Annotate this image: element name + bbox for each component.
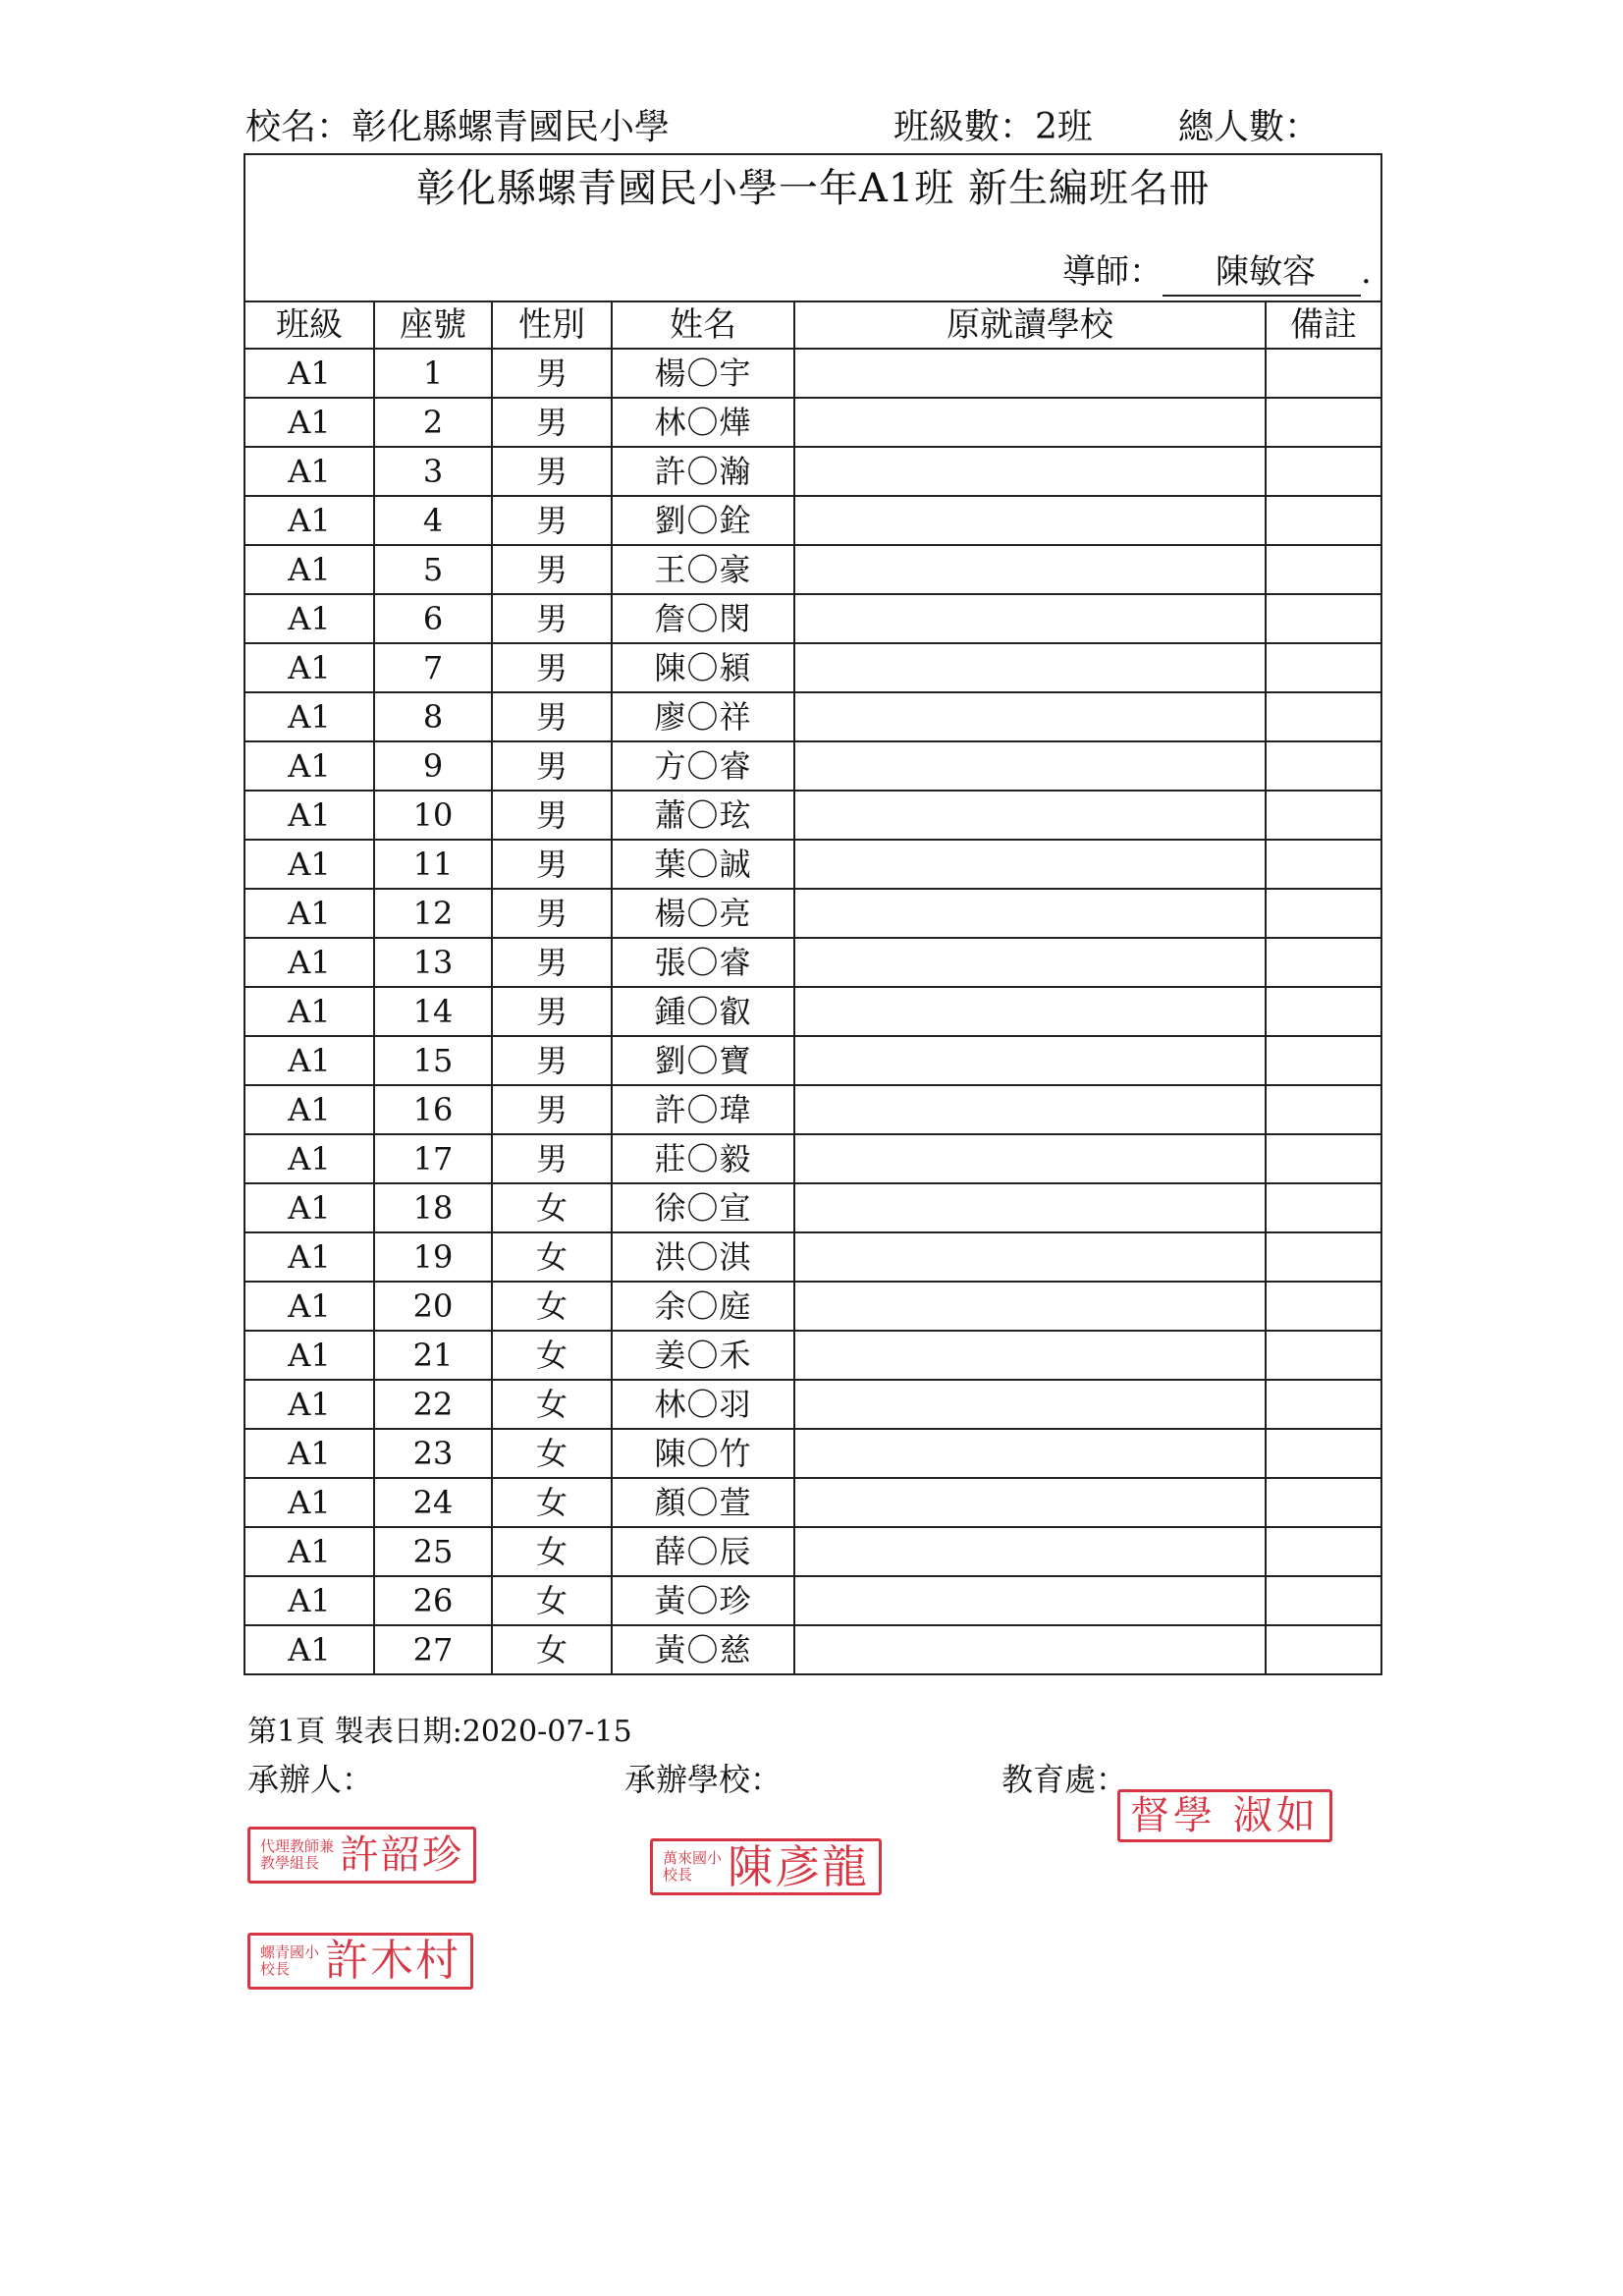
table-row [245,741,1380,791]
handler-label: 承辦人： [247,1761,374,1798]
cell-class: A1 [245,1429,374,1478]
col-header-class: 班級 [245,302,374,349]
cell-gender: 女 [492,1232,612,1282]
cell-class: A1 [245,349,374,398]
table-row [245,840,1380,889]
table-row [245,545,1380,594]
cell-previous-school [794,1478,1266,1527]
cell-previous-school [794,1527,1266,1576]
cell-class: A1 [245,1134,374,1183]
cell-name: 陳〇潁 [612,643,794,692]
table-row [245,987,1380,1036]
page-and-date: 第1頁 製表日期:2020-07-15 [247,1715,632,1749]
school-name: 校名：彰化縣螺青國民小學 [245,107,671,147]
cell-remarks [1266,496,1380,545]
cell-class: A1 [245,1331,374,1380]
handler-seal-title-1: 代理教師兼 [260,1837,335,1855]
cell-remarks [1266,1183,1380,1232]
cell-remarks [1266,349,1380,398]
cell-class: A1 [245,938,374,987]
cell-name: 張〇睿 [612,938,794,987]
table-row [245,1232,1380,1282]
cell-seat: 16 [374,1085,492,1134]
cell-remarks [1266,545,1380,594]
table-row [245,938,1380,987]
cell-name: 許〇瑋 [612,1085,794,1134]
table-row [245,1282,1380,1331]
table-row [245,889,1380,938]
cell-name: 鍾〇叡 [612,987,794,1036]
cell-remarks [1266,1134,1380,1183]
cell-name: 姜〇禾 [612,1331,794,1380]
cell-class: A1 [245,447,374,496]
cell-previous-school [794,987,1266,1036]
cell-gender: 男 [492,349,612,398]
cell-previous-school [794,545,1266,594]
cell-gender: 男 [492,1134,612,1183]
principal-seal-title-1: 螺青國小 [260,1943,320,1961]
cell-gender: 女 [492,1576,612,1625]
cell-name: 王〇豪 [612,545,794,594]
cell-name: 葉〇誠 [612,840,794,889]
cell-remarks [1266,1282,1380,1331]
table-row [245,398,1380,447]
cell-gender: 男 [492,692,612,741]
cell-seat: 18 [374,1183,492,1232]
total-students: 總人數： [1178,107,1321,147]
cell-remarks [1266,840,1380,889]
cell-previous-school [794,741,1266,791]
cell-previous-school [794,643,1266,692]
cell-previous-school [794,447,1266,496]
cell-class: A1 [245,1282,374,1331]
table-header-row [245,302,1380,349]
cell-previous-school [794,1036,1266,1085]
cell-previous-school [794,1183,1266,1232]
cell-previous-school [794,349,1266,398]
cell-remarks [1266,1085,1380,1134]
cell-seat: 2 [374,398,492,447]
handler-seal [247,1827,476,1884]
cell-name: 楊〇宇 [612,349,794,398]
cell-seat: 27 [374,1625,492,1673]
cell-gender: 男 [492,938,612,987]
cell-name: 蕭〇玹 [612,791,794,840]
education-dept-label: 教育處： [1001,1761,1128,1798]
handler-seal-name: 許韶珍 [340,1832,464,1878]
cell-seat: 8 [374,692,492,741]
col-header-name: 姓名 [612,302,794,349]
cell-name: 楊〇亮 [612,889,794,938]
cell-seat: 9 [374,741,492,791]
teacher-end-mark: . [1361,252,1372,292]
cell-class: A1 [245,1625,374,1673]
cell-name: 廖〇祥 [612,692,794,741]
cell-seat: 5 [374,545,492,594]
cell-name: 薛〇辰 [612,1527,794,1576]
cell-seat: 25 [374,1527,492,1576]
cell-class: A1 [245,398,374,447]
table-row [245,1429,1380,1478]
table-row [245,447,1380,496]
cell-remarks [1266,1527,1380,1576]
cell-previous-school [794,791,1266,840]
roster-body [245,349,1380,1673]
cell-seat: 26 [374,1576,492,1625]
cell-name: 林〇羽 [612,1380,794,1429]
cell-gender: 男 [492,1085,612,1134]
table-row [245,496,1380,545]
cell-remarks [1266,1625,1380,1673]
document-title: 彰化縣螺青國民小學一年A1班 新生編班名冊 [415,166,1211,211]
cell-previous-school [794,1380,1266,1429]
edu-seal-name: 督學 淑如 [1130,1793,1320,1838]
col-header-previous-school: 原就讀學校 [794,302,1266,349]
cell-seat: 20 [374,1282,492,1331]
cell-remarks [1266,692,1380,741]
cell-previous-school [794,1576,1266,1625]
table-row [245,1478,1380,1527]
cell-previous-school [794,1232,1266,1282]
cell-remarks [1266,594,1380,643]
school-seal-title-1: 萬來國小 [663,1849,723,1867]
col-header-seat: 座號 [374,302,492,349]
principal-seal-title-2: 校長 [260,1960,291,1978]
cell-class: A1 [245,545,374,594]
cell-gender: 男 [492,840,612,889]
cell-previous-school [794,840,1266,889]
cell-remarks [1266,791,1380,840]
cell-gender: 男 [492,791,612,840]
col-header-remarks: 備註 [1266,302,1380,349]
cell-previous-school [794,496,1266,545]
col-header-gender: 性別 [492,302,612,349]
cell-previous-school [794,1134,1266,1183]
table-row [245,1331,1380,1380]
cell-remarks [1266,1429,1380,1478]
cell-gender: 男 [492,447,612,496]
school-seal-name: 陳彥龍 [728,1840,870,1893]
cell-seat: 22 [374,1380,492,1429]
table-row [245,1625,1380,1673]
table-row [245,1527,1380,1576]
table-row [245,594,1380,643]
cell-gender: 男 [492,643,612,692]
header-line [245,106,1375,149]
cell-remarks [1266,1036,1380,1085]
cell-gender: 男 [492,1036,612,1085]
teacher-line [1062,249,1372,297]
cell-seat: 17 [374,1134,492,1183]
table-row [245,349,1380,398]
cell-previous-school [794,398,1266,447]
cell-seat: 15 [374,1036,492,1085]
table-row [245,1576,1380,1625]
cell-class: A1 [245,1183,374,1232]
table-row [245,1036,1380,1085]
cell-seat: 7 [374,643,492,692]
title-area [245,155,1380,302]
class-count: 班級數：2班 [893,107,1093,147]
cell-class: A1 [245,791,374,840]
cell-remarks [1266,987,1380,1036]
cell-class: A1 [245,1232,374,1282]
cell-previous-school [794,1429,1266,1478]
cell-class: A1 [245,1380,374,1429]
cell-name: 黃〇珍 [612,1576,794,1625]
cell-seat: 6 [374,594,492,643]
table-row [245,1085,1380,1134]
school-seal-title-2: 校長 [663,1866,693,1884]
cell-name: 洪〇淇 [612,1232,794,1282]
table-row [245,1134,1380,1183]
cell-gender: 女 [492,1183,612,1232]
cell-gender: 女 [492,1478,612,1527]
table-row [245,643,1380,692]
cell-previous-school [794,1282,1266,1331]
cell-gender: 男 [492,741,612,791]
table-row [245,1183,1380,1232]
teacher-label: 導師： [1062,252,1163,292]
cell-class: A1 [245,1527,374,1576]
cell-previous-school [794,889,1266,938]
cell-gender: 男 [492,496,612,545]
cell-name: 劉〇寶 [612,1036,794,1085]
cell-gender: 女 [492,1380,612,1429]
cell-class: A1 [245,987,374,1036]
cell-name: 徐〇宣 [612,1183,794,1232]
cell-remarks [1266,398,1380,447]
cell-seat: 23 [374,1429,492,1478]
cell-remarks [1266,1380,1380,1429]
table-row [245,1380,1380,1429]
cell-seat: 13 [374,938,492,987]
cell-remarks [1266,1478,1380,1527]
cell-class: A1 [245,1085,374,1134]
cell-class: A1 [245,1478,374,1527]
cell-previous-school [794,938,1266,987]
education-dept-seal [1117,1789,1332,1842]
cell-class: A1 [245,1036,374,1085]
cell-gender: 女 [492,1527,612,1576]
cell-gender: 女 [492,1282,612,1331]
cell-gender: 女 [492,1429,612,1478]
cell-previous-school [794,1625,1266,1673]
cell-name: 林〇燁 [612,398,794,447]
cell-seat: 11 [374,840,492,889]
cell-remarks [1266,447,1380,496]
teacher-name: 陳敏容 [1163,249,1361,297]
cell-seat: 19 [374,1232,492,1282]
cell-gender: 男 [492,594,612,643]
cell-remarks [1266,889,1380,938]
cell-seat: 12 [374,889,492,938]
cell-class: A1 [245,840,374,889]
cell-previous-school [794,594,1266,643]
cell-class: A1 [245,496,374,545]
cell-seat: 24 [374,1478,492,1527]
cell-remarks [1266,1331,1380,1380]
school-principal-seal [650,1838,882,1895]
cell-seat: 3 [374,447,492,496]
cell-gender: 男 [492,398,612,447]
cell-class: A1 [245,1576,374,1625]
cell-name: 許〇瀚 [612,447,794,496]
organizing-school-label: 承辦學校： [624,1761,783,1798]
principal-seal [247,1933,473,1990]
table-row [245,791,1380,840]
principal-seal-name: 許木村 [325,1936,461,1986]
cell-remarks [1266,938,1380,987]
cell-gender: 男 [492,889,612,938]
cell-seat: 10 [374,791,492,840]
cell-name: 黃〇慈 [612,1625,794,1673]
cell-name: 莊〇毅 [612,1134,794,1183]
cell-name: 余〇庭 [612,1282,794,1331]
cell-gender: 女 [492,1331,612,1380]
cell-previous-school [794,1331,1266,1380]
cell-previous-school [794,692,1266,741]
cell-name: 陳〇竹 [612,1429,794,1478]
cell-gender: 男 [492,545,612,594]
cell-seat: 21 [374,1331,492,1380]
cell-remarks [1266,741,1380,791]
cell-class: A1 [245,889,374,938]
cell-remarks [1266,1576,1380,1625]
roster-table-frame [243,153,1382,1675]
cell-name: 劉〇銓 [612,496,794,545]
cell-gender: 男 [492,987,612,1036]
cell-class: A1 [245,692,374,741]
cell-seat: 14 [374,987,492,1036]
cell-name: 顏〇萱 [612,1478,794,1527]
cell-class: A1 [245,643,374,692]
cell-seat: 4 [374,496,492,545]
cell-gender: 女 [492,1625,612,1673]
cell-remarks [1266,1232,1380,1282]
cell-class: A1 [245,594,374,643]
cell-seat: 1 [374,349,492,398]
roster-table [245,302,1380,1673]
table-row [245,692,1380,741]
cell-remarks [1266,643,1380,692]
cell-previous-school [794,1085,1266,1134]
handler-seal-title-2: 教學組長 [260,1854,320,1872]
cell-class: A1 [245,741,374,791]
cell-name: 方〇睿 [612,741,794,791]
cell-name: 詹〇閔 [612,594,794,643]
